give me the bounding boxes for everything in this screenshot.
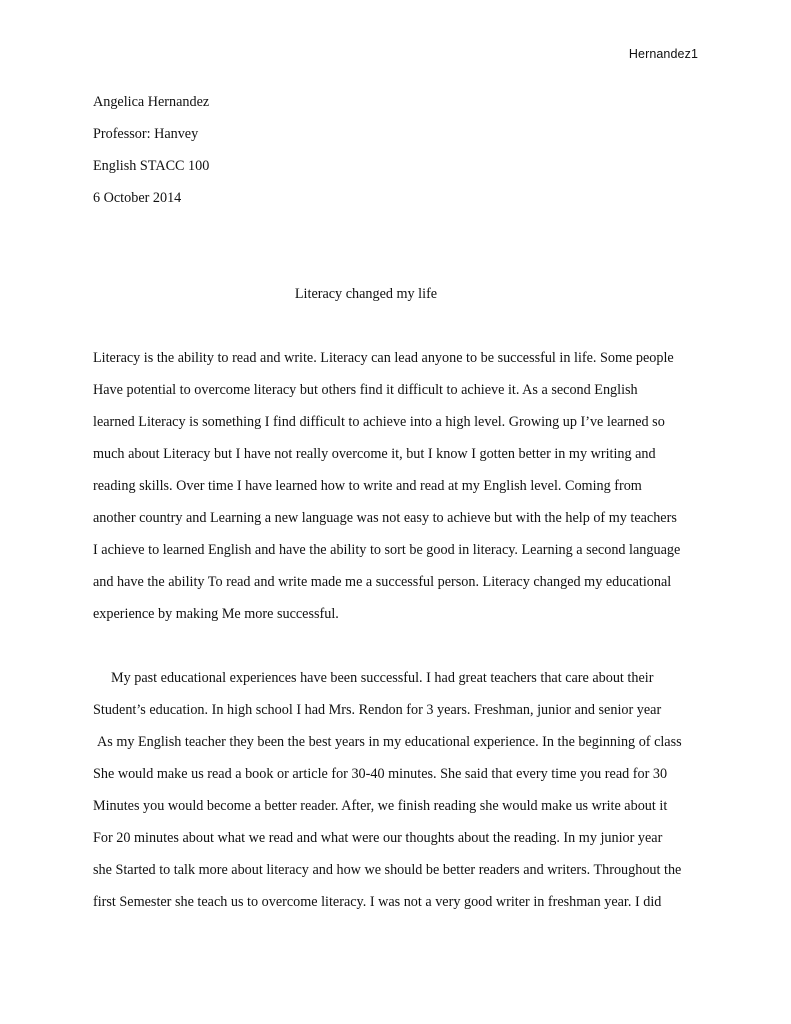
paragraph-2-line: She would make us read a book or article for 30-40 minutes. She said that every time you read for 30 <box>93 766 668 782</box>
date-line: 6 October 2014 <box>93 190 182 206</box>
paragraph-1-line: reading skills. Over time I have learned how to write and read at my English level. Coming from <box>93 478 642 494</box>
paragraph-1-line: I achieve to learned English and have the ability to sort be good in literacy. Learning a second language <box>93 542 681 558</box>
paragraph-2-line: As my English teacher they been the best years in my educational experience. In the beginning of class <box>97 734 682 750</box>
paragraph-1-line: Have potential to overcome literacy but others find it difficult to achieve it. As a second English <box>93 382 638 398</box>
paragraph-2-line: For 20 minutes about what we read and what were our thoughts about the reading. In my junior year <box>93 830 663 846</box>
paragraph-2-line: she Started to talk more about literacy and how we should be better readers and writers. Throughout the <box>93 862 682 878</box>
paragraph-1-line: Literacy is the ability to read and write. Literacy can lead anyone to be successful in life. Some people <box>93 350 674 366</box>
paragraph-1-line: another country and Learning a new language was not easy to achieve but with the help of my teachers <box>93 510 677 526</box>
professor-line: Professor: Hanvey <box>93 126 199 142</box>
author-name: Angelica Hernandez <box>93 94 210 110</box>
course-line: English STACC 100 <box>93 158 210 174</box>
paragraph-1-line: much about Literacy but I have not really overcome it, but I know I gotten better in my writing and <box>93 446 656 462</box>
paragraph-2-line: Minutes you would become a better reader. After, we finish reading she would make us write about it <box>93 798 668 814</box>
paragraph-2-line: first Semester she teach us to overcome literacy. I was not a very good writer in freshman year. I did <box>93 894 662 910</box>
paragraph-1-line: learned Literacy is something I find difficult to achieve into a high level. Growing up I’ve learned so <box>93 414 665 430</box>
essay-title: Literacy changed my life <box>294 286 438 302</box>
paragraph-2-line: My past educational experiences have been successful. I had great teachers that care about their <box>111 670 654 686</box>
paragraph-1-line: and have the ability To read and write made me a successful person. Literacy changed my educational <box>93 574 672 590</box>
running-head: Hernandez1 <box>628 47 698 61</box>
paragraph-1-line: experience by making Me more successful. <box>93 606 339 622</box>
paragraph-2-line: Student’s education. In high school I had Mrs. Rendon for 3 years. Freshman, junior and senior year <box>93 702 662 718</box>
